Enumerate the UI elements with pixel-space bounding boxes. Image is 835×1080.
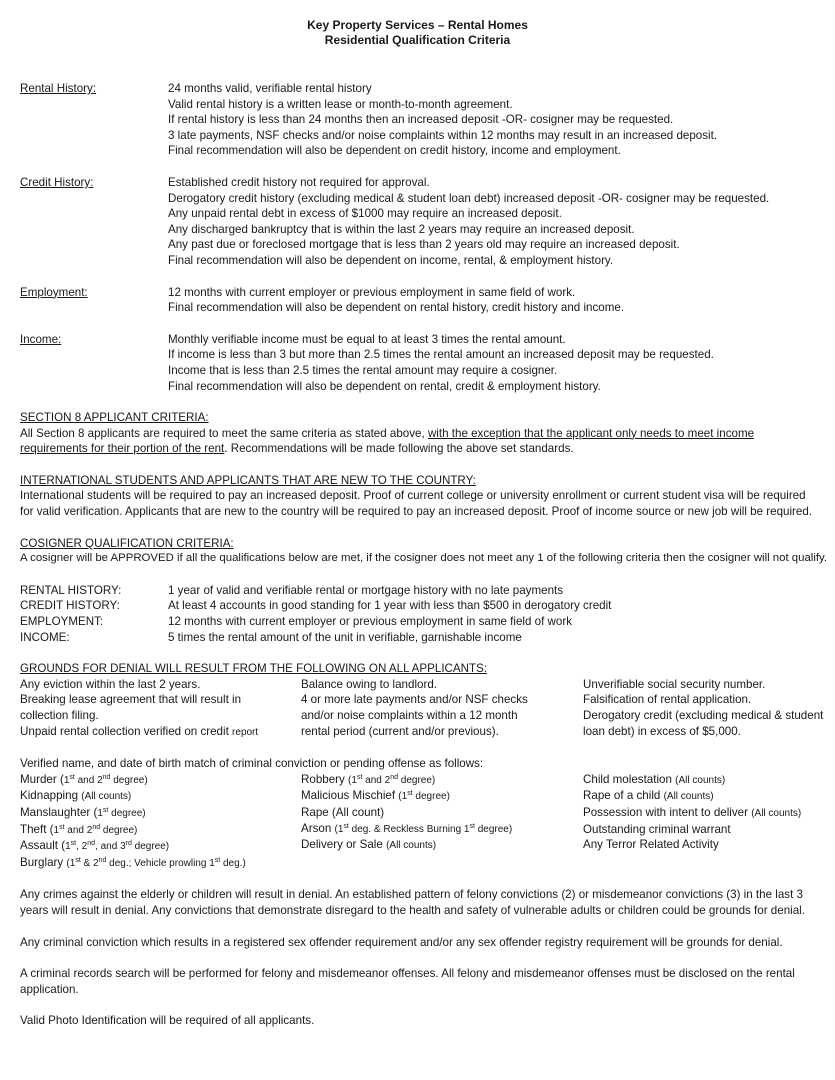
closing-paragraph: Valid Photo Identification will be required of all applicants. — [20, 1014, 315, 1028]
criteria-line: Final recommendation will also be dependent on rental, credit & employment history. — [168, 379, 601, 393]
international-heading: INTERNATIONAL STUDENTS AND APPLICANTS THAT ARE NEW TO THE COUNTRY: — [20, 473, 476, 487]
denial-item: Any eviction within the last 2 years. — [20, 677, 201, 691]
criteria-line: If rental history is less than 24 months then an increased deposit -OR- cosigner may be requested. — [168, 113, 674, 127]
cosigner-row-key: RENTAL HISTORY: — [20, 583, 122, 597]
section8-text-b: . Recommendations will be made following the above set standards. — [224, 442, 574, 456]
section8-block — [20, 410, 815, 457]
document-page — [20, 18, 828, 1045]
cosigner-row — [20, 614, 815, 630]
closing-paragraph: Any criminal conviction which results in a registered sex offender requirement and/or any sex offender registry requirement will be grounds for denial. — [20, 935, 783, 949]
criteria-line: Any discharged bankruptcy that is within the last 2 years may require an increased deposit. — [168, 222, 635, 236]
offense-terror: Any Terror Related Activity — [583, 838, 719, 852]
document-title — [20, 18, 815, 48]
section8-text — [20, 426, 815, 457]
cosigner-row-key: INCOME: — [20, 630, 70, 644]
offense-murder: Murder (1st and 2nd degree) — [20, 772, 148, 786]
criteria-line: Final recommendation will also be dependent on rental history, credit history and income. — [168, 301, 625, 315]
cosigner-criteria-table — [20, 583, 815, 645]
section-label: Income: — [20, 332, 62, 346]
denial-heading: GROUNDS FOR DENIAL WILL RESULT FROM THE FOLLOWING ON ALL APPLICANTS: — [20, 662, 488, 676]
rental-history-section — [20, 81, 815, 159]
criteria-line: Derogatory credit history (excluding medical & student loan debt) increased deposit -OR- cosigner may be requested. — [168, 191, 770, 205]
section8-heading: SECTION 8 APPLICANT CRITERIA: — [20, 411, 209, 425]
section8-text-underlined: with the exception that the applicant only needs to meet income requirements for their portion of the rent — [20, 426, 755, 456]
cosigner-block — [20, 536, 828, 567]
employment-section — [20, 285, 815, 316]
offense-child-molestation: Child molestation (All counts) — [583, 772, 726, 786]
offense-warrant: Outstanding criminal warrant — [583, 822, 731, 836]
denial-item: loan debt) in excess of $5,000. — [583, 724, 741, 738]
offense-robbery: Robbery (1st and 2nd degree) — [301, 772, 436, 786]
cosigner-row-value: 12 months with current employer or previous employment in same field of work — [168, 615, 573, 629]
cosigner-row-key: EMPLOYMENT: — [20, 615, 104, 629]
cosigner-row — [20, 630, 815, 646]
section-label: Rental History: — [20, 82, 97, 95]
closing-paragraph: Any crimes against the elderly or children will result in denial. An established pattern of felony convictions (2) or misdemeanor convictions (3) in the last 3 years will result in denial. Any convictions that demonstrate disregard to the health and safety of vulnerable adults or children could be grounds for denial. — [20, 888, 805, 917]
denial-item: Derogatory credit (excluding medical & student — [583, 709, 824, 722]
denial-block — [20, 661, 824, 740]
denial-item — [20, 724, 301, 741]
international-block — [20, 473, 815, 520]
denial-column-2 — [301, 677, 583, 740]
criminal-columns — [20, 772, 815, 872]
offense-delivery: Delivery or Sale (All counts) — [301, 838, 437, 852]
criminal-column-2 — [301, 772, 583, 872]
income-section — [20, 332, 815, 394]
denial-columns — [20, 677, 824, 740]
offense-rape-of-child: Rape of a child (All counts) — [583, 789, 714, 803]
criminal-column-3 — [583, 772, 815, 872]
denial-item: collection filing. — [20, 709, 99, 722]
cosigner-row — [20, 598, 815, 614]
denial-item-small: report — [232, 726, 259, 738]
criteria-line: Any past due or foreclosed mortgage that is less than 2 years old may require an increased deposit. — [168, 238, 680, 252]
offense-manslaughter: Manslaughter (1st degree) — [20, 805, 146, 819]
criteria-line: Established credit history not required for approval. — [168, 175, 430, 189]
denial-item: and/or noise complaints within a 12 month — [301, 709, 518, 722]
offense-possession: Possession with intent to deliver (All counts) — [583, 805, 802, 819]
criteria-line: 12 months with current employer or previous employment in same field of work. — [168, 285, 576, 299]
offense-kidnapping: Kidnapping (All counts) — [20, 789, 132, 803]
criteria-line: If income is less than 3 but more than 2.5 times the rental amount an increased deposit may be requested. — [168, 348, 714, 362]
offense-arson: Arson (1st deg. & Reckless Burning 1st degree) — [301, 821, 513, 835]
denial-item: Unverifiable social security number. — [583, 677, 766, 691]
criteria-line: Valid rental history is a written lease or month-to-month agreement. — [168, 97, 513, 111]
denial-item: Breaking lease agreement that will result in — [20, 693, 242, 707]
denial-item-text: Unpaid rental collection verified on credit — [20, 724, 229, 738]
section-label: Credit History: — [20, 175, 94, 189]
offense-theft: Theft (1st and 2nd degree) — [20, 822, 138, 836]
cosigner-row-value: At least 4 accounts in good standing for 1 year with less than $500 in derogatory credit — [168, 599, 612, 613]
offense-burglary: Burglary (1st & 2nd deg.; Vehicle prowling 1st deg.) — [20, 855, 246, 869]
denial-column-1 — [20, 677, 301, 740]
denial-column-3 — [583, 677, 823, 740]
criminal-intro: Verified name, and date of birth match of criminal conviction or pending offense as follows: — [20, 757, 484, 771]
section8-text-a: All Section 8 applicants are required to meet the same criteria as stated above, — [20, 426, 428, 440]
criteria-line: 24 months valid, verifiable rental history — [168, 82, 372, 95]
denial-item: Balance owing to landlord. — [301, 677, 437, 691]
criteria-line: Income that is less than 2.5 times the rental amount may require a cosigner. — [168, 363, 558, 377]
criteria-line: Final recommendation will also be dependent on income, rental, & employment history. — [168, 253, 614, 267]
title-line-2: Residential Qualification Criteria — [324, 33, 511, 47]
section-label: Employment: — [20, 285, 88, 299]
criteria-line: 3 late payments, NSF checks and/or noise complaints within 12 months may result in an increased deposit. — [168, 128, 718, 142]
cosigner-row-value: 1 year of valid and verifiable rental or mortgage history with no late payments — [168, 583, 564, 597]
title-line-1: Key Property Services – Rental Homes — [307, 18, 528, 32]
criteria-line: Any unpaid rental debt in excess of $1000 may require an increased deposit. — [168, 207, 562, 221]
cosigner-text: A cosigner will be APPROVED if all the qualifications below are met, if the cosigner does not meet any 1 of the following criteria then the cosigner will not qualify. — [20, 552, 828, 565]
offense-assault: Assault (1st, 2nd, and 3rd degree) — [20, 839, 170, 853]
criminal-column-1 — [20, 772, 301, 872]
offense-malicious-mischief: Malicious Mischief (1st degree) — [301, 789, 450, 803]
criminal-block — [20, 756, 815, 871]
cosigner-heading: COSIGNER QUALIFICATION CRITERIA: — [20, 536, 234, 550]
closing-paragraph: A criminal records search will be performed for felony and misdemeanor offenses. All felony and misdemeanor offenses must be disclosed on the rental application. — [20, 967, 795, 996]
international-text: International students will be required to pay an increased deposit. Proof of current college or university enrollment or current student visa will be required for valid verification. Applicants that are new to the country will be required to pay an increased deposit. Proof of income source or new job will be required. — [20, 489, 813, 519]
denial-item: 4 or more late payments and/or NSF checks — [301, 693, 528, 707]
denial-item: Falsification of rental application. — [583, 693, 752, 707]
denial-item: rental period (current and/or previous). — [301, 724, 499, 738]
cosigner-row — [20, 583, 815, 599]
offense-rape: Rape (All count) — [301, 805, 385, 819]
cosigner-row-key: CREDIT HISTORY: — [20, 599, 120, 613]
criteria-line: Final recommendation will also be dependent on credit history, income and employment. — [168, 144, 621, 158]
cosigner-row-value: 5 times the rental amount of the unit in verifiable, garnishable income — [168, 630, 522, 644]
criteria-line: Monthly verifiable income must be equal to at least 3 times the rental amount. — [168, 332, 566, 346]
credit-history-section — [20, 175, 815, 269]
